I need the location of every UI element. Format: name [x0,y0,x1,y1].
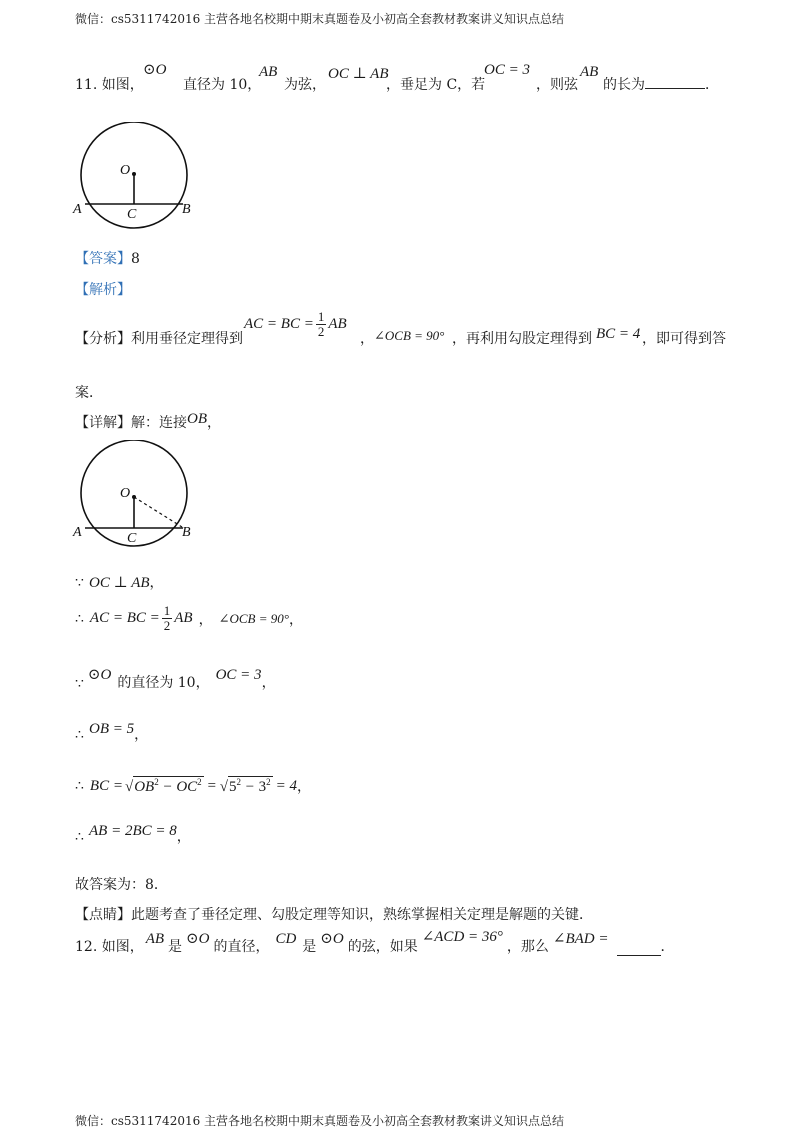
circle-figure-2 [72,440,202,552]
q11-text-2: 为弦， [284,77,326,93]
label-b: B [182,202,191,217]
label-a-2: A [73,525,82,540]
step-5: ∴ BC = $√OB^2 - OC^2$ = $√5^2 - 3^2$ = 4 ， [75,777,312,795]
step-1: ∵ OC ⊥ AB， [75,575,164,591]
analysis-tag: 【解析】 [75,282,131,298]
fenxi-tag: 【分析】 [75,331,131,347]
step-2: ∴ AC = BC = $\frac{1}{2}$ AB ， ∠OCB = 90° ， [75,603,303,633]
xiangjie-line: 【详解】解：连接OB， [75,411,221,431]
q11-answer-blank [645,76,705,89]
fenxi-angle: ∠OCB = 90° [374,328,445,343]
label-o-2: O [120,486,131,501]
label-c-2: C [127,531,137,546]
step-6: ∴ AB = 2BC = 8， [75,823,191,845]
answer-line [75,248,140,268]
segment-ob-dashed [134,497,182,527]
fenxi-eq-1: AC = BC = $\frac{1}{2}$ AB [244,309,347,339]
fenxi-text-1: 【分析】利用垂径定理得到 [75,331,243,347]
fenxi-text-5: 案． [75,385,103,401]
q11-ab: AB [259,64,278,80]
q11-ab-2: AB [580,64,599,80]
center-point-2 [132,495,136,499]
page-footer: 微信：cs5311742016 主营各地名校期中期末真题卷及小初高全套教材教案讲义知识点总结 [75,1114,565,1128]
conclusion: 故答案为：8． [75,877,168,893]
q11-perp: OC ⊥ AB [328,66,389,82]
circle-figure-1 [72,122,202,234]
dianjing-tag: 【点睛】 [75,907,131,923]
q11-text-3: ，垂足为 C，若 [386,77,486,93]
label-o: O [120,163,131,178]
q11-text-4: ，则弦 [536,77,578,93]
question-11 [75,74,144,94]
q12-answer-blank [617,943,661,956]
fenxi-comma: ， [360,331,374,347]
answer-tag: 【答案】 [75,251,131,267]
q11-text-5: 的长为 ． [603,77,719,93]
dianjing-line: 【点睛】此题考查了垂径定理、勾股定理等知识，熟练掌握相关定理是解题的关键． [75,907,593,923]
center-point [132,172,136,176]
xiangjie-tag: 【详解】 [75,415,131,431]
fenxi-text-4: ，即可得到答 [642,331,726,347]
q11-oc-eq: OC = 3 [484,62,530,78]
answer-value: 8 [131,251,140,267]
q11-number: 11. 如图， [75,77,144,93]
label-c: C [127,207,137,222]
fenxi-bc: BC = 4 [596,326,641,342]
q11-circle-o: ⊙O [143,62,167,78]
step-3: ∵ ⊙O 的直径为 10， OC = 3 ， [75,667,276,692]
question-12: 12. 如图， AB 是 ⊙O 的直径， CD 是 ⊙O 的弦，如果 ∠ACD = 36° ，那么 ∠BAD = ． [75,929,675,955]
q11-text-1: 直径为 10， [183,77,262,93]
step-4: ∴ OB = 5， [75,721,149,743]
page-header: 微信：cs5311742016 主营各地名校期中期末真题卷及小初高全套教材教案讲义知识点总结 [75,12,565,26]
fenxi-text-3: ，再利用勾股定理得到 [452,331,592,347]
xiangjie-ob: OB [187,411,207,427]
fenxi-fraction: $\frac{1}{2}$ [317,309,325,339]
label-b-2: B [182,525,191,540]
label-a: A [73,202,82,217]
